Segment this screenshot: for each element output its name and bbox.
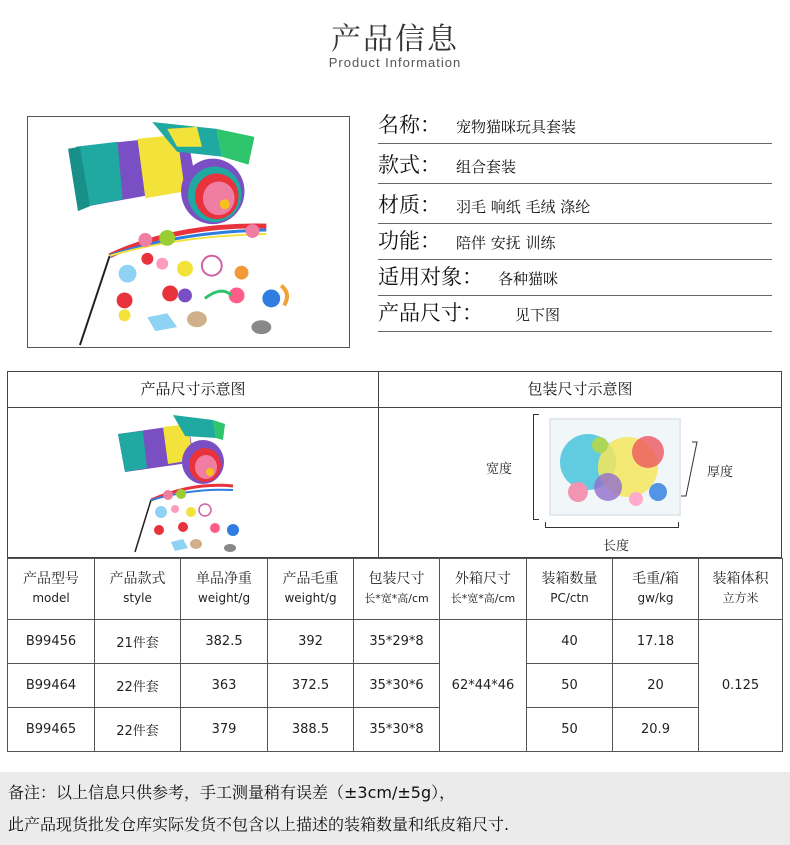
info-label-material: 材质：	[378, 193, 441, 217]
info-row-target	[378, 260, 772, 296]
cell-gross-weight: 388.5	[268, 708, 354, 752]
spec-header-row	[8, 559, 783, 620]
note-line-2: 此产品现货批发仓库实际发货不包含以上描述的装箱数量和纸皮箱尺寸.	[8, 815, 510, 834]
product-size-image	[113, 412, 263, 556]
info-value-name: 宠物猫咪玩具套装	[456, 118, 577, 136]
table-row	[8, 664, 783, 708]
cell-gross-weight: 372.5	[268, 664, 354, 708]
cell-model: B99456	[8, 620, 95, 664]
header-cell: 产品型号 model	[8, 559, 95, 620]
header-cell: 产品款式 style	[95, 559, 181, 620]
page-title: 产品信息	[331, 22, 459, 57]
length-label: 长度	[603, 539, 630, 554]
header-cell: 装箱数量 PC/ctn	[527, 559, 613, 620]
header-cell: 包装尺寸 长*宽*高/cm	[354, 559, 440, 620]
info-label-style: 款式：	[378, 153, 441, 177]
cell-carton-size: 62*44*46	[440, 620, 527, 752]
product-size-title: 产品尺寸示意图	[140, 380, 246, 398]
cell-net-weight: 363	[181, 664, 268, 708]
cell-style: 22件套	[95, 664, 181, 708]
info-value-size: 见下图	[515, 306, 561, 324]
info-label-name: 名称：	[378, 113, 441, 137]
package-size-title: 包装尺寸示意图	[527, 380, 633, 398]
table-row	[8, 620, 783, 664]
width-bracket	[533, 414, 539, 520]
info-value-target: 各种猫咪	[498, 270, 559, 288]
cell-pack-size: 35*30*8	[354, 708, 440, 752]
spec-table	[7, 558, 783, 752]
length-bracket	[545, 522, 679, 528]
cell-model: B99465	[8, 708, 95, 752]
cell-gw: 17.18	[613, 620, 699, 664]
note-line-1: 备注：以上信息只供参考，手工测量稍有误差（±3cm/±5g），	[8, 783, 456, 802]
cell-net-weight: 379	[181, 708, 268, 752]
page-subtitle: Product Information	[328, 55, 462, 70]
cell-qty: 50	[527, 708, 613, 752]
info-value-function: 陪伴 安抚 训练	[456, 234, 556, 252]
info-value-style: 组合套装	[456, 158, 517, 176]
cell-volume: 0.125	[699, 620, 783, 752]
cat-tunnel-illustration	[68, 122, 254, 224]
info-row-name	[378, 105, 772, 144]
info-row-style	[378, 144, 772, 184]
cell-net-weight: 382.5	[181, 620, 268, 664]
divider	[8, 407, 781, 408]
cell-pack-size: 35*30*6	[354, 664, 440, 708]
cell-gw: 20	[613, 664, 699, 708]
info-label-function: 功能：	[378, 229, 441, 253]
cell-model: B99464	[8, 664, 95, 708]
cell-style: 21件套	[95, 620, 181, 664]
info-row-function	[378, 224, 772, 260]
cell-qty: 50	[527, 664, 613, 708]
info-label-target: 适用对象：	[378, 265, 483, 289]
size-diagram-table	[7, 371, 782, 558]
cell-style: 22件套	[95, 708, 181, 752]
info-row-material	[378, 184, 772, 224]
header-cell: 外箱尺寸 长*宽*高/cm	[440, 559, 527, 620]
cell-qty: 40	[527, 620, 613, 664]
thickness-bracket	[680, 440, 698, 498]
cell-pack-size: 35*29*8	[354, 620, 440, 664]
info-label-size: 产品尺寸：	[378, 301, 483, 325]
thickness-label: 厚度	[707, 465, 734, 480]
header-cell: 装箱体积 立方米	[699, 559, 783, 620]
info-row-size	[378, 296, 772, 332]
cat-toy-set-illustration	[28, 117, 349, 347]
table-row	[8, 708, 783, 752]
width-label: 宽度	[486, 462, 513, 477]
package-image	[548, 417, 682, 517]
header-cell: 毛重/箱 gw/kg	[613, 559, 699, 620]
cell-gw: 20.9	[613, 708, 699, 752]
info-value-material: 羽毛 响纸 毛绒 涤纶	[456, 198, 591, 216]
cell-gross-weight: 392	[268, 620, 354, 664]
header-cell: 单品净重 weight/g	[181, 559, 268, 620]
header-cell: 产品毛重 weight/g	[268, 559, 354, 620]
product-image	[27, 116, 350, 348]
note-box	[0, 772, 790, 845]
